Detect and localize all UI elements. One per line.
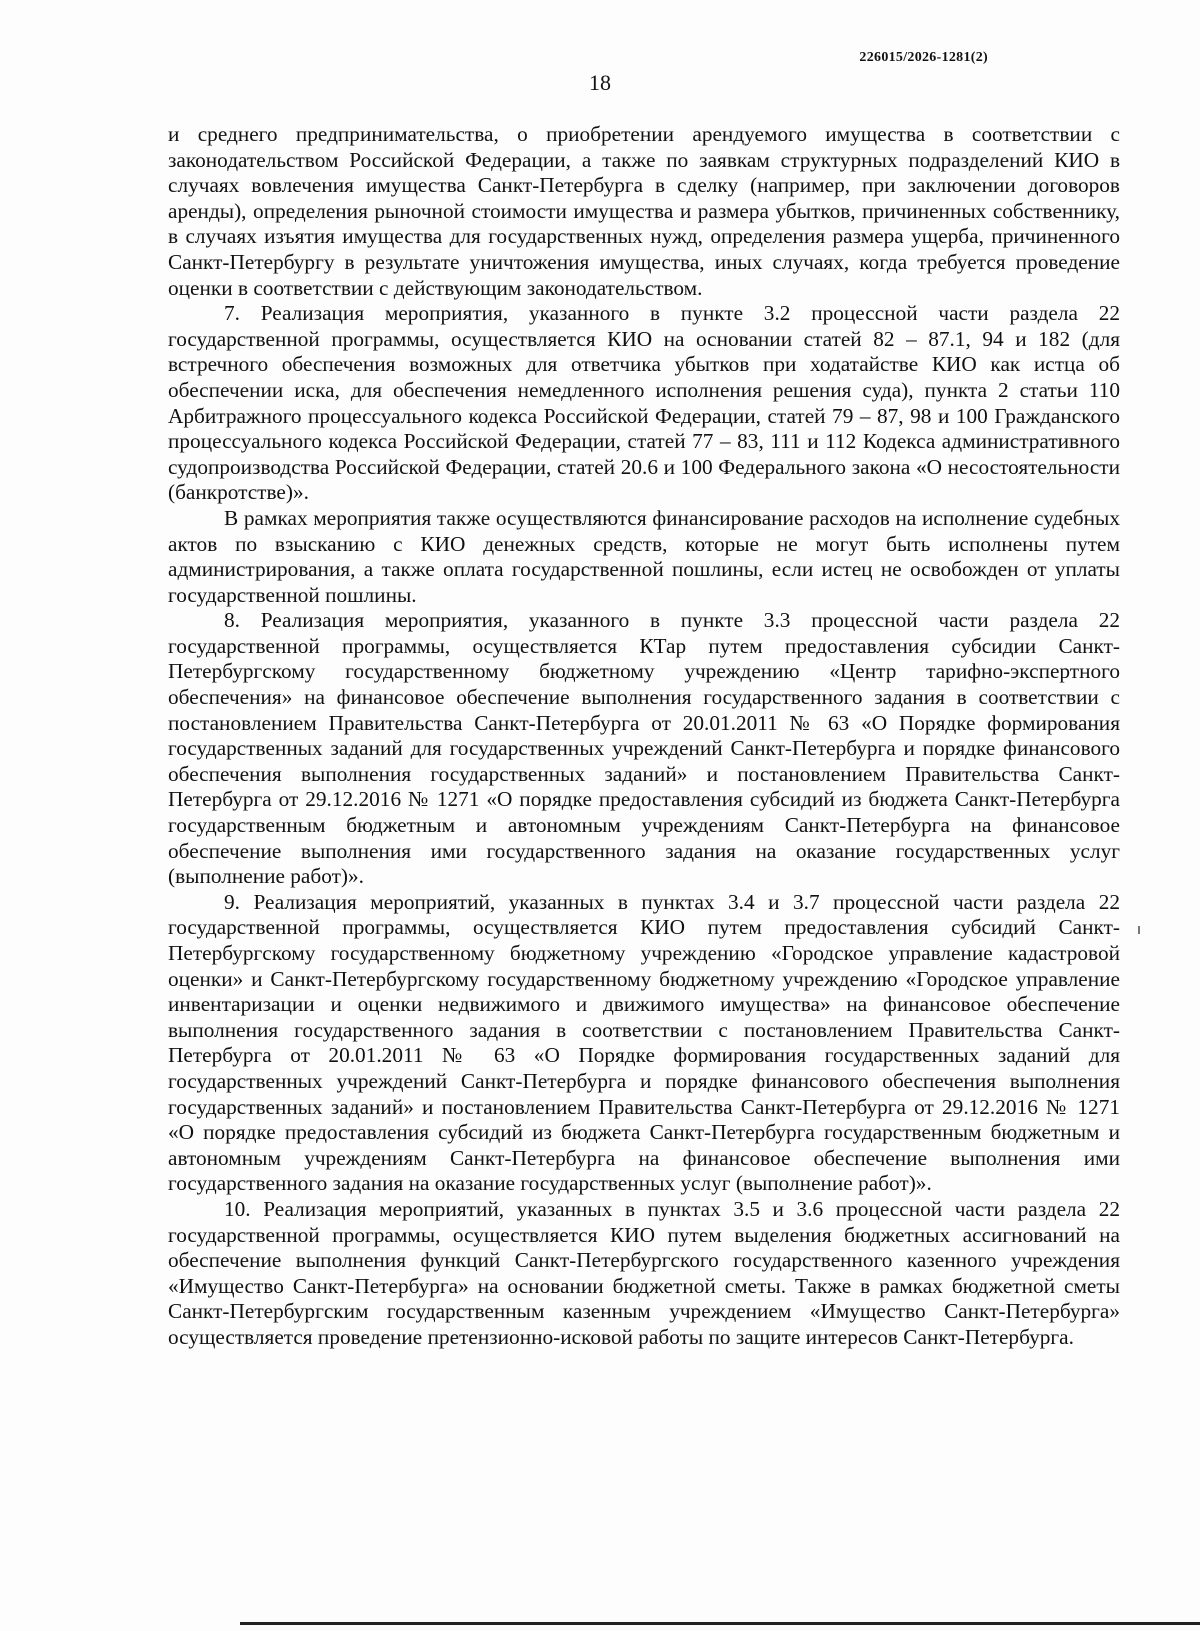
document-id: 226015/2026-1281(2): [859, 50, 988, 65]
scan-bottom-edge: [240, 1622, 1200, 1625]
paragraph-item-8: 8. Реализация мероприятия, указанного в пункте 3.3 процессной части раздела 22 государственной программы, осуществляется КТар путем предоставления субсидии Санкт-Петербургскому государственному бюджетному учреждению «Центр тарифно-экспертного обеспечения» на финансовое обеспечение выполнения государственного задания в соответствии с постановлением Правительства Санкт-Петербурга от 20.01.2011 № 63 «О Порядке формирования государственных заданий для государственных учреждений Санкт-Петербурга и порядке финансового обеспечения выполнения государственных заданий» и постановлением Правительства Санкт-Петербурга от 29.12.2016 № 1271 «О порядке предоставления субсидий из бюджета Санкт-Петербурга государственным бюджетным и автономным учреждениям Санкт-Петербурга на финансовое обеспечение выполнения ими государственного задания на оказание государственных услуг (выполнение работ)».: [168, 608, 1120, 889]
scan-artifact: [1138, 926, 1140, 934]
page-number: 18: [589, 70, 611, 95]
paragraph-continuation: и среднего предпринимательства, о приобретении арендуемого имущества в соответствии с законодательством Российской Федерации, а также по заявкам структурных подразделений КИО в случаях вовлечения имущества Санкт-Петербурга в сделку (например, при заключении договоров аренды), определения рыночной стоимости имущества и размера убытков, причиненных собственнику, в случаях изъятия имущества для государственных нужд, определения размера ущерба, причиненного Санкт-Петербургу в результате уничтожения имущества, иных случаях, когда требуется проведение оценки в соответствии с действующим законодательством.: [168, 122, 1120, 300]
paragraph-item-10: 10. Реализация мероприятий, указанных в пунктах 3.5 и 3.6 процессной части раздела 22 государственной программы, осуществляется КИО путем выделения бюджетных ассигнований на обеспечение выполнения функций Санкт-Петербургского государственного казенного учреждения «Имущество Санкт-Петербурга» на основании бюджетной сметы. Также в рамках бюджетной сметы Санкт-Петербургским государственным казенным учреждением «Имущество Санкт-Петербурга» осуществляется проведение претензионно-исковой работы по защите интересов Санкт-Петербурга.: [168, 1196, 1120, 1349]
paragraph-item-9: 9. Реализация мероприятий, указанных в пунктах 3.4 и 3.7 процессной части раздела 22 государственной программы, осуществляется КИО путем предоставления субсидий Санкт-Петербургскому государственному бюджетному учреждению «Городское управление кадастровой оценки» и Санкт-Петербургскому государственному бюджетному учреждению «Городское управление инвентаризации и оценки недвижимого и движимого имущества» на финансовое обеспечение выполнения государственного задания в соответствии с постановлением Правительства Санкт-Петербурга от 20.01.2011 № 63 «О Порядке формирования государственных заданий для государственных учреждений Санкт-Петербурга и порядке финансового обеспечения выполнения государственных заданий» и постановлением Правительства Санкт-Петербурга от 29.12.2016 № 1271 «О порядке предоставления субсидий из бюджета Санкт-Петербурга государственным бюджетным и автономным учреждениям Санкт-Петербурга на финансовое обеспечение выполнения ими государственного задания на оказание государственных услуг (выполнение работ)».: [168, 889, 1120, 1196]
document-body: [168, 122, 1120, 1351]
paragraph-item-7: 7. Реализация мероприятия, указанного в пункте 3.2 процессной части раздела 22 государственной программы, осуществляется КИО на основании статей 82 – 87.1, 94 и 182 (для встречного обеспечения возможных для ответчика убытков при ходатайстве КИО как истца об обеспечении иска, для обеспечения немедленного исполнения решения суда), пункта 2 статьи 110 Арбитражного процессуального кодекса Российской Федерации, статей 79 – 87, 98 и 100 Гражданского процессуального кодекса Российской Федерации, статей 77 – 83, 111 и 112 Кодекса административного судопроизводства Российской Федерации, статей 20.6 и 100 Федерального закона «О несостоятельности (банкротстве)».: [168, 301, 1120, 505]
paragraph-item-7-continuation: В рамках мероприятия также осуществляются финансирование расходов на исполнение судебных актов по взысканию с КИО денежных средств, которые не могут быть исполнены путем администрирования, а также оплата государственной пошлины, если истец не освобожден от уплаты государственной пошлины.: [168, 505, 1120, 607]
